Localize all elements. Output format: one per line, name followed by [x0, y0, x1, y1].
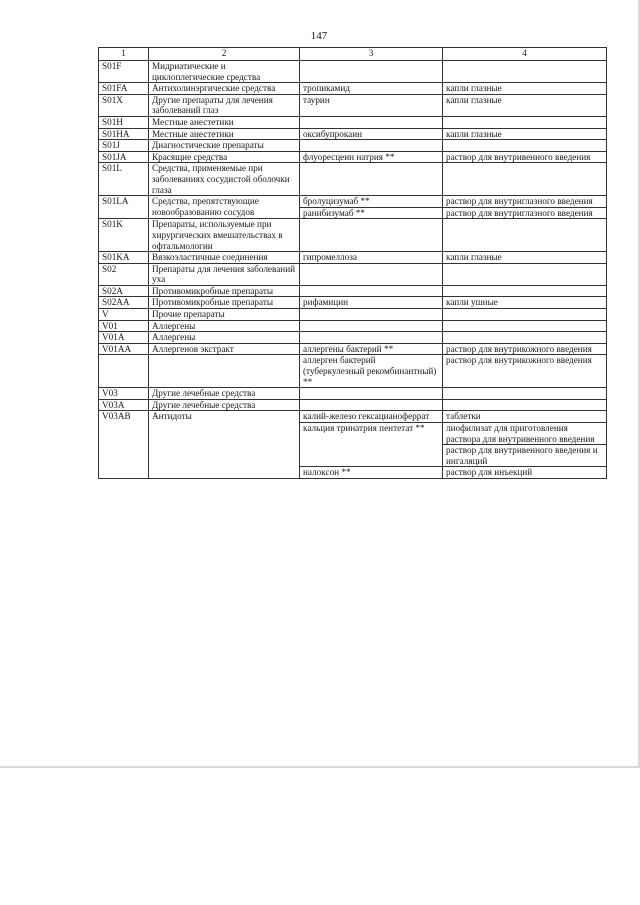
drug-name-cell	[300, 285, 443, 297]
table-row	[99, 355, 607, 388]
dosage-form-cell: раствор для внутривенного введения	[443, 151, 607, 163]
group-name-cell: Прочие препараты	[149, 309, 300, 321]
table-row	[99, 116, 607, 128]
table-row	[99, 163, 607, 196]
group-name-cell: Другие лечебные средства	[149, 388, 300, 400]
group-name-cell	[149, 355, 300, 388]
table-row	[99, 219, 607, 252]
table-row	[99, 151, 607, 163]
drug-name-cell	[300, 309, 443, 321]
drug-name-cell: аллерген бактерий (туберкулезный рекомбинантный) **	[300, 355, 443, 388]
group-name-cell: Аллергены	[149, 332, 300, 344]
table-row	[99, 94, 607, 116]
atc-code-cell: S01HA	[99, 128, 149, 140]
drug-name-cell: калий-железо гексацианоферрат	[300, 411, 443, 423]
header-cell-group: 2	[149, 48, 300, 61]
dosage-form-cell	[443, 140, 607, 152]
group-name-cell: Препараты, используемые при хирургических вмешательствах в офтальмологии	[149, 219, 300, 252]
atc-code-cell: V03	[99, 388, 149, 400]
header-cell-form: 4	[443, 48, 607, 61]
drug-name-cell	[300, 163, 443, 196]
drug-name-cell: бролуцизумаб **	[300, 196, 443, 208]
group-name-cell: Другие лечебные средства	[149, 399, 300, 411]
atc-code-cell: S02A	[99, 285, 149, 297]
drug-name-cell	[300, 332, 443, 344]
table-row	[99, 83, 607, 95]
dosage-form-cell: капли глазные	[443, 94, 607, 116]
dosage-form-cell: капли ушные	[443, 297, 607, 309]
atc-code-cell: S01K	[99, 219, 149, 252]
table-row	[99, 411, 607, 423]
drug-name-cell	[300, 116, 443, 128]
table-row	[99, 309, 607, 321]
dosage-form-cell	[443, 309, 607, 321]
table-row	[99, 196, 607, 208]
table-row	[99, 399, 607, 411]
table-row	[99, 332, 607, 344]
drug-name-cell	[300, 320, 443, 332]
dosage-form-cell: капли глазные	[443, 83, 607, 95]
atc-code-cell: S02	[99, 263, 149, 285]
dosage-form-cell	[443, 263, 607, 285]
dosage-form-cell	[443, 163, 607, 196]
group-name-cell: Противомикробные препараты	[149, 285, 300, 297]
empty-area	[0, 768, 640, 905]
atc-code-cell: V01AA	[99, 343, 149, 355]
atc-code-cell: V03A	[99, 399, 149, 411]
table-body	[99, 61, 607, 479]
atc-code-cell: S01L	[99, 163, 149, 196]
group-name-cell: Аллергены	[149, 320, 300, 332]
drug-name-cell: рифамицин	[300, 297, 443, 309]
atc-code-cell: V01	[99, 320, 149, 332]
table-row	[99, 128, 607, 140]
table-row	[99, 297, 607, 309]
drug-name-cell: кальция тринатрия пентетат **	[300, 423, 443, 467]
dosage-form-cell	[443, 116, 607, 128]
dosage-form-cell	[443, 332, 607, 344]
drug-name-cell: тропикамид	[300, 83, 443, 95]
group-name-cell: Диагностические препараты	[149, 140, 300, 152]
dosage-form-cell: раствор для внутрикожного введения	[443, 355, 607, 388]
drug-table	[98, 47, 607, 479]
drug-name-cell	[300, 219, 443, 252]
dosage-form-cell	[443, 320, 607, 332]
atc-code-cell: S01F	[99, 61, 149, 83]
dosage-form-cell: раствор для инъекций	[443, 467, 607, 479]
table-row	[99, 388, 607, 400]
group-name-cell: Средства, препятствующие новообразованию сосудов	[149, 196, 300, 219]
group-name-cell: Противомикробные препараты	[149, 297, 300, 309]
group-name-cell: Красящие средства	[149, 151, 300, 163]
atc-code-cell: S01JA	[99, 151, 149, 163]
drug-name-cell: ранибизумаб **	[300, 207, 443, 219]
table-row	[99, 61, 607, 83]
atc-code-cell: V03AB	[99, 411, 149, 479]
drug-name-cell: оксибупрокаин	[300, 128, 443, 140]
group-name-cell: Вязкоэластичные соединения	[149, 252, 300, 264]
drug-name-cell	[300, 263, 443, 285]
group-name-cell: Местные анестетики	[149, 116, 300, 128]
group-name-cell: Мидриатические и циклоплегические средства	[149, 61, 300, 83]
atc-code-cell: S01H	[99, 116, 149, 128]
group-name-cell: Препараты для лечения заболеваний уха	[149, 263, 300, 285]
group-name-cell: Местные анестетики	[149, 128, 300, 140]
atc-code-cell	[99, 355, 149, 388]
drug-name-cell: налоксон **	[300, 467, 443, 479]
dosage-form-cell: капли глазные	[443, 252, 607, 264]
atc-code-cell: S02AA	[99, 297, 149, 309]
group-name-cell: Антихолинэргические средства	[149, 83, 300, 95]
dosage-form-cell: раствор для внутриглазного введения	[443, 207, 607, 219]
drug-name-cell: флуоресцеин натрия **	[300, 151, 443, 163]
atc-code-cell: S01J	[99, 140, 149, 152]
table-row	[99, 252, 607, 264]
page-number: 147	[310, 30, 328, 42]
drug-name-cell: гипромеллоза	[300, 252, 443, 264]
table-header-row	[99, 48, 607, 61]
table-row	[99, 343, 607, 355]
atc-code-cell: S01FA	[99, 83, 149, 95]
drug-name-cell	[300, 388, 443, 400]
dosage-form-cell	[443, 399, 607, 411]
atc-code-cell: V	[99, 309, 149, 321]
table-row	[99, 263, 607, 285]
group-name-cell: Аллергенов экстракт	[149, 343, 300, 355]
dosage-form-cell: раствор для внутрикожного введения	[443, 343, 607, 355]
header-cell-drug: 3	[300, 48, 443, 61]
atc-code-cell: S01X	[99, 94, 149, 116]
dosage-form-cell: раствор для внутривенного введения и ингаляций	[443, 445, 607, 467]
table-row	[99, 140, 607, 152]
drug-name-cell	[300, 61, 443, 83]
atc-code-cell: S01LA	[99, 196, 149, 219]
dosage-form-cell	[443, 285, 607, 297]
drug-name-cell	[300, 140, 443, 152]
dosage-form-cell: лиофилизат для приготовления раствора для внутривенного введения	[443, 423, 607, 445]
group-name-cell: Антидоты	[149, 411, 300, 479]
atc-code-cell: V01A	[99, 332, 149, 344]
dosage-form-cell	[443, 388, 607, 400]
atc-code-cell: S01KA	[99, 252, 149, 264]
group-name-cell: Средства, применяемые при заболеваниях сосудистой оболочки глаза	[149, 163, 300, 196]
header-cell-code: 1	[99, 48, 149, 61]
dosage-form-cell: капли глазные	[443, 128, 607, 140]
group-name-cell: Другие препараты для лечения заболеваний глаз	[149, 94, 300, 116]
table-row	[99, 320, 607, 332]
drug-name-cell	[300, 399, 443, 411]
drug-name-cell: аллергены бактерий **	[300, 343, 443, 355]
table-row	[99, 285, 607, 297]
dosage-form-cell	[443, 219, 607, 252]
dosage-form-cell: раствор для внутриглазного введения	[443, 196, 607, 208]
drug-name-cell: таурин	[300, 94, 443, 116]
dosage-form-cell	[443, 61, 607, 83]
dosage-form-cell: таблетки	[443, 411, 607, 423]
